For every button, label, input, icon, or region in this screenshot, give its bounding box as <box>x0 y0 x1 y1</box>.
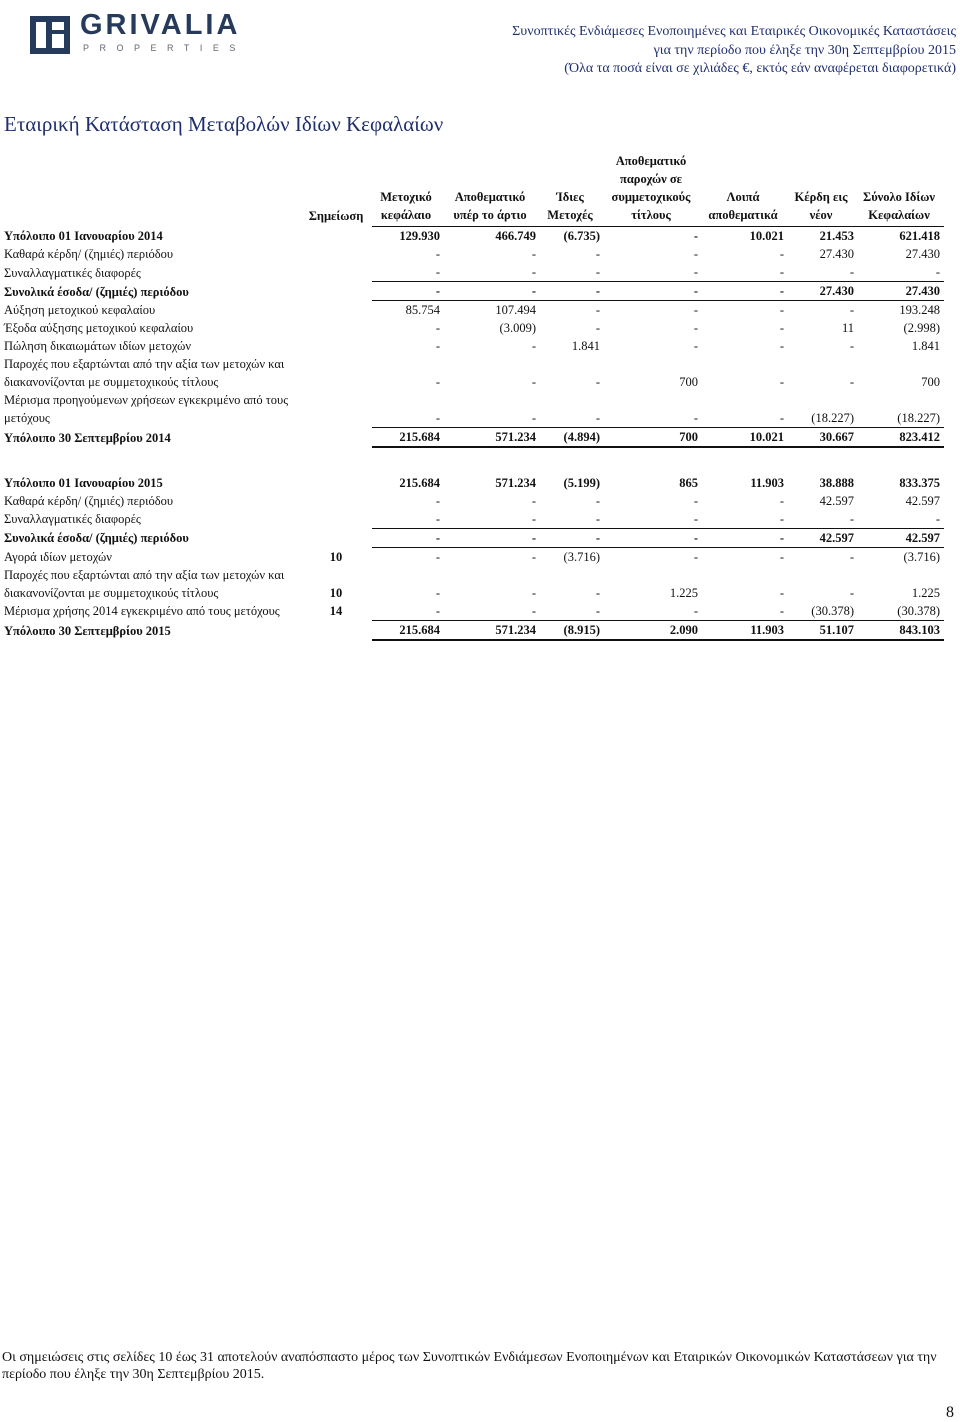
value-cell: - <box>779 339 784 353</box>
header-other-reserves: Λοιπά αποθεματικά <box>702 152 788 227</box>
value-cell: - <box>693 410 698 425</box>
value-cell: 27.430 <box>905 247 940 261</box>
value-cell: 11.903 <box>702 620 788 640</box>
row-label: Μέρισμα χρήσης 2014 εγκεκριμένο από τους μετόχους <box>4 604 280 618</box>
table-row <box>4 319 944 337</box>
value-cell: 1.841 <box>571 339 600 353</box>
row-label: Υπόλοιπο 01 Ιανουαρίου 2014 <box>4 229 163 243</box>
value-cell: - <box>531 339 536 353</box>
value-cell: - <box>779 585 784 600</box>
row-note <box>304 227 372 246</box>
row-label: Μέρισμα προηγούμενων χρήσεων εγκεκριμένο από τους μετόχους <box>4 393 289 425</box>
table-row <box>4 492 944 510</box>
value-cell: - <box>435 493 440 508</box>
row-note <box>304 528 372 547</box>
value-cell: - <box>779 321 784 335</box>
value-cell: 30.667 <box>788 427 858 447</box>
value-cell: - <box>595 375 600 389</box>
value-cell: 27.430 <box>858 282 944 301</box>
value-cell: (6.735) <box>563 229 600 243</box>
value-cell: 215.684 <box>372 620 444 640</box>
table-row <box>4 602 944 621</box>
value-cell: - <box>702 528 788 547</box>
value-cell: 27.430 <box>819 247 854 261</box>
value-cell: 2.090 <box>604 620 702 640</box>
value-cell: (3.716) <box>903 549 940 564</box>
value-cell: 42.597 <box>819 493 854 508</box>
row-label: Συνολικά έσοδα/ (ζημιές) περιόδου <box>4 531 189 545</box>
value-cell: 1.225 <box>669 585 698 600</box>
value-cell: 51.107 <box>788 620 858 640</box>
value-cell: 466.749 <box>495 229 536 243</box>
spacer-cell <box>4 447 944 474</box>
value-cell: - <box>693 265 698 279</box>
value-cell: - <box>595 585 600 600</box>
value-cell: 107.494 <box>495 303 536 317</box>
row-note <box>304 301 372 320</box>
logo-subtitle: PROPERTIES <box>83 43 246 53</box>
value-cell: - <box>444 282 540 301</box>
value-cell: 843.103 <box>858 620 944 640</box>
footnote: Οι σημειώσεις στις σελίδες 10 έως 31 αποτελούν αναπόσπαστο μέρος των Συνοπτικών Ενδιάμεσων Ενοποιημένων και Εταιρικών Οικονομικών Καταστάσεων για την περίοδο που έληξε την 30η Σεπτεμβρίου 2015. <box>2 1350 937 1382</box>
row-note <box>304 474 372 492</box>
value-cell: - <box>531 247 536 261</box>
value-cell: 10.021 <box>749 229 784 243</box>
value-cell: - <box>693 549 698 564</box>
value-cell: - <box>693 603 698 618</box>
value-cell: - <box>435 321 440 335</box>
value-cell: - <box>693 321 698 335</box>
value-cell: 10.021 <box>702 427 788 447</box>
row-label: Συνολικά έσοδα/ (ζημιές) περιόδου <box>4 284 189 299</box>
value-cell: - <box>595 603 600 618</box>
value-cell: 215.684 <box>399 475 440 490</box>
row-note: 14 <box>329 604 343 618</box>
value-cell: - <box>531 493 536 508</box>
table-row <box>4 427 944 447</box>
value-cell: - <box>531 549 536 564</box>
value-cell: (18.227) <box>897 410 940 425</box>
value-cell: (30.378) <box>811 603 854 618</box>
header-note: Σημείωση <box>308 208 364 223</box>
value-cell: - <box>435 265 440 279</box>
value-cell: 700 <box>679 375 698 389</box>
table-row <box>4 245 944 263</box>
value-cell: - <box>435 375 440 389</box>
row-note: 10 <box>329 585 343 600</box>
value-cell: (3.716) <box>563 549 600 564</box>
value-cell: - <box>595 321 600 335</box>
row-note <box>304 391 372 427</box>
value-cell: - <box>595 493 600 508</box>
table-row <box>4 474 944 492</box>
row-label: Καθαρά κέρδη/ (ζημιές) περιόδου <box>4 493 174 508</box>
value-cell: 11.903 <box>750 475 784 490</box>
value-cell: - <box>693 229 698 243</box>
page-title: Εταιρική Κατάσταση Μεταβολών Ιδίων Κεφαλαίων <box>4 112 444 136</box>
value-cell: - <box>540 528 604 547</box>
value-cell: (2.998) <box>903 321 940 335</box>
value-cell: - <box>702 282 788 301</box>
value-cell: - <box>595 303 600 317</box>
table-spacer-row <box>4 447 944 474</box>
row-label: Έξοδα αύξησης μετοχικού κεφαλαίου <box>4 321 194 335</box>
header-share-capital: Μετοχικό κεφάλαιο <box>372 152 444 227</box>
row-note <box>304 510 372 529</box>
value-cell: - <box>540 282 604 301</box>
value-cell: 42.597 <box>788 528 858 547</box>
logo-mark-icon <box>28 12 72 56</box>
value-cell: 11 <box>841 321 854 335</box>
value-cell: - <box>595 410 600 425</box>
row-label: Συναλλαγματικές διαφορές <box>4 512 141 526</box>
table-header-row <box>4 152 944 227</box>
row-note <box>304 337 372 355</box>
value-cell: - <box>779 410 784 425</box>
value-cell: - <box>849 511 854 526</box>
value-cell: - <box>435 247 440 261</box>
value-cell: 215.684 <box>372 427 444 447</box>
value-cell: (18.227) <box>811 410 854 425</box>
value-cell: - <box>435 410 440 425</box>
value-cell: - <box>531 585 536 600</box>
value-cell: 1.841 <box>911 339 940 353</box>
table-row <box>4 337 944 355</box>
value-cell: - <box>935 511 940 526</box>
value-cell: 571.234 <box>495 475 536 490</box>
table-row <box>4 301 944 320</box>
value-cell: 571.234 <box>444 620 540 640</box>
value-cell: 21.453 <box>819 229 854 243</box>
row-note: 10 <box>329 549 343 564</box>
value-cell: 700 <box>604 427 702 447</box>
row-label: Συναλλαγματικές διαφορές <box>4 265 141 280</box>
row-label: Παροχές που εξαρτώνται από την αξία των μετοχών και διακανονίζονται με συμμετοχικούς τίτλους <box>4 567 285 600</box>
row-label: Πώληση δικαιωμάτων ιδίων μετοχών <box>4 339 191 353</box>
value-cell: 833.375 <box>899 475 940 490</box>
value-cell: - <box>595 511 600 526</box>
value-cell: - <box>372 528 444 547</box>
row-note <box>304 620 372 640</box>
value-cell: - <box>435 603 440 618</box>
row-note <box>304 492 372 510</box>
value-cell: - <box>693 339 698 353</box>
value-cell: 42.597 <box>905 493 940 508</box>
value-cell: - <box>693 493 698 508</box>
value-cell: - <box>779 603 784 618</box>
row-note <box>304 319 372 337</box>
value-cell: 865 <box>679 475 698 490</box>
value-cell: 129.930 <box>399 229 440 243</box>
table-row <box>4 227 944 246</box>
value-cell: - <box>531 511 536 526</box>
value-cell: (30.378) <box>897 603 940 618</box>
company-logo <box>28 9 246 56</box>
value-cell: - <box>435 585 440 600</box>
value-cell: - <box>531 375 536 389</box>
value-cell: - <box>604 528 702 547</box>
value-cell: - <box>693 303 698 317</box>
value-cell: - <box>779 303 784 317</box>
value-cell: (8.915) <box>540 620 604 640</box>
value-cell: (4.894) <box>540 427 604 447</box>
logo-wordmark: GRIVALIA <box>80 9 241 41</box>
row-label: Υπόλοιπο 01 Ιανουαρίου 2015 <box>4 475 163 490</box>
row-note <box>304 355 372 391</box>
table-row <box>4 528 944 547</box>
value-cell: - <box>595 265 600 279</box>
value-cell: 700 <box>921 375 940 389</box>
value-cell: 85.754 <box>405 303 440 317</box>
value-cell: - <box>435 549 440 564</box>
value-cell: - <box>935 265 940 279</box>
value-cell: - <box>849 585 854 600</box>
value-cell: - <box>372 282 444 301</box>
table-row <box>4 566 944 602</box>
value-cell: - <box>849 303 854 317</box>
header-share-based-reserve: Αποθεματικό παροχών σε συμμετοχικούς τίτλους <box>604 152 702 227</box>
value-cell: - <box>779 549 784 564</box>
value-cell: - <box>435 339 440 353</box>
row-note <box>304 263 372 282</box>
value-cell: - <box>849 339 854 353</box>
table-row <box>4 282 944 301</box>
value-cell: - <box>779 375 784 389</box>
header-total-equity: Σύνολο Ιδίων Κεφαλαίων <box>858 152 944 227</box>
value-cell: - <box>444 528 540 547</box>
row-label: Αύξηση μετοχικού κεφαλαίου <box>4 303 156 317</box>
equity-changes-table <box>4 152 944 641</box>
row-label: Καθαρά κέρδη/ (ζημιές) περιόδου <box>4 247 174 261</box>
value-cell: 193.248 <box>899 303 940 317</box>
value-cell: - <box>849 265 854 279</box>
value-cell: (5.199) <box>563 475 600 490</box>
value-cell: 823.412 <box>858 427 944 447</box>
row-note <box>304 245 372 263</box>
value-cell: 571.234 <box>444 427 540 447</box>
row-note <box>304 282 372 301</box>
value-cell: - <box>779 265 784 279</box>
value-cell: - <box>849 549 854 564</box>
header-treasury-shares: Ίδιες Μετοχές <box>540 152 604 227</box>
report-currency-note: (Όλα τα ποσά είναι σε χιλιάδες €, εκτός εάν αναφέρεται διαφορετικά) <box>564 61 956 76</box>
report-period-line: για την περίοδο που έληξε την 30η Σεπτεμβρίου 2015 <box>653 43 956 58</box>
table-row <box>4 391 944 427</box>
value-cell: - <box>531 410 536 425</box>
page-number: 8 <box>946 1404 954 1421</box>
value-cell: - <box>604 282 702 301</box>
row-label: Υπόλοιπο 30 Σεπτεμβρίου 2014 <box>4 430 171 445</box>
header-share-premium: Αποθεματικό υπέρ το άρτιο <box>444 152 540 227</box>
value-cell: - <box>595 247 600 261</box>
row-label: Παροχές που εξαρτώνται από την αξία των μετοχών και διακανονίζονται με συμμετοχικούς τίτλους <box>4 357 285 389</box>
value-cell: - <box>435 511 440 526</box>
value-cell: - <box>531 603 536 618</box>
value-cell: 1.225 <box>911 585 940 600</box>
value-cell: 42.597 <box>858 528 944 547</box>
table-row <box>4 263 944 282</box>
row-label: Αγορά ιδίων μετοχών <box>4 549 112 564</box>
value-cell: - <box>693 247 698 261</box>
value-cell: 621.418 <box>899 229 940 243</box>
value-cell: - <box>693 511 698 526</box>
value-cell: 27.430 <box>788 282 858 301</box>
value-cell: 38.888 <box>819 475 854 490</box>
value-cell: - <box>779 493 784 508</box>
header-retained-earnings: Κέρδη εις νέον <box>788 152 858 227</box>
row-note <box>304 427 372 447</box>
value-cell: (3.009) <box>499 321 536 335</box>
value-cell: - <box>531 265 536 279</box>
table-row <box>4 510 944 529</box>
row-label: Υπόλοιπο 30 Σεπτεμβρίου 2015 <box>4 623 171 638</box>
table-row <box>4 355 944 391</box>
value-cell: - <box>779 247 784 261</box>
table-row <box>4 547 944 566</box>
report-title-line: Συνοπτικές Ενδιάμεσες Ενοποιημένες και Εταιρικές Οικονομικές Καταστάσεις <box>512 24 956 39</box>
value-cell: - <box>779 511 784 526</box>
table-row <box>4 620 944 640</box>
value-cell: - <box>849 375 854 389</box>
header-label-cell <box>4 152 304 227</box>
